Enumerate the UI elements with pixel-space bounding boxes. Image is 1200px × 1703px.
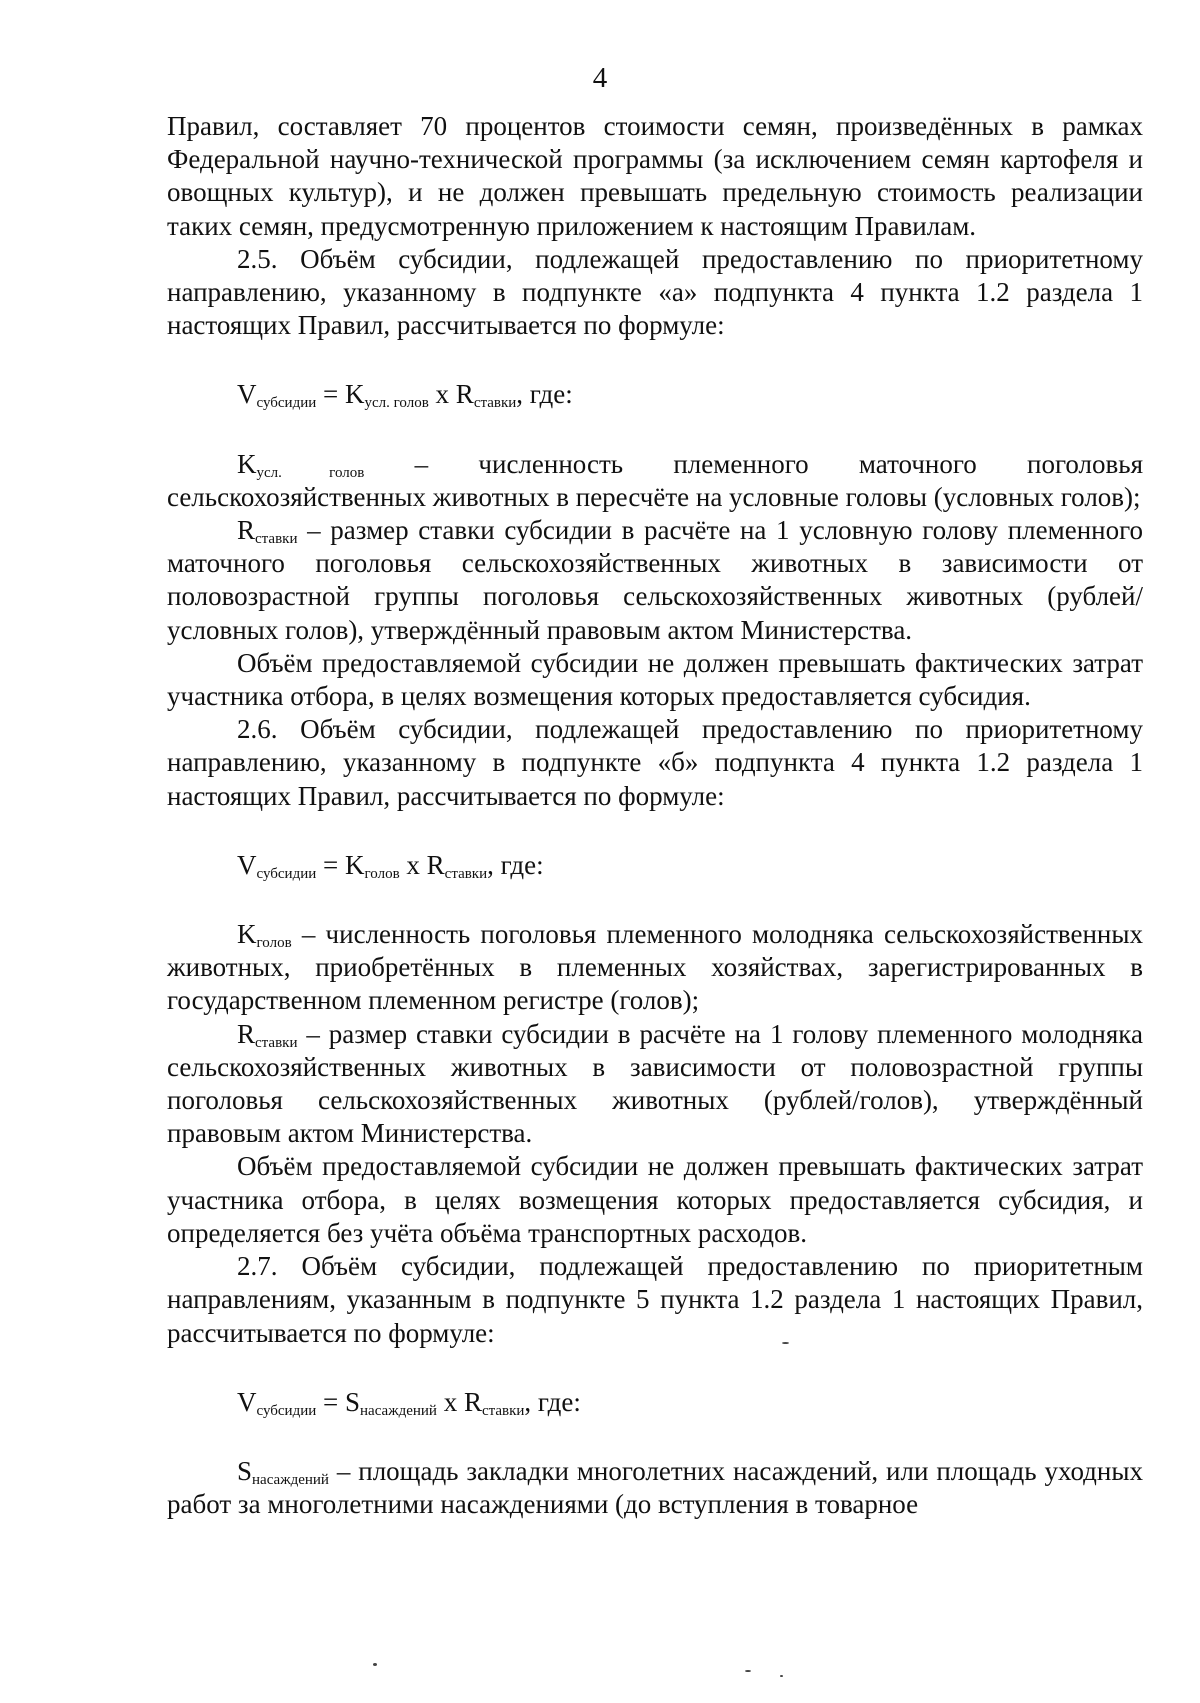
paragraph-2-7: 2.7. Объём субсидии, подлежащей предоставлению по приоритетным направлениям, указанным в подпункте 5 пункта 1.2 раздела 1 настоящих Правил, рассчитывается по формуле:	[167, 1251, 1143, 1348]
paragraph-continuation: Правил, составляет 70 процентов стоимости семян, произведённых в рамках Федеральной научно-технической программы (за исключением семян картофеля и овощных культур), и не должен превышать предельную стоимость реализации таких семян, предусмотренную приложением к настоящим Правилам.	[167, 111, 1143, 241]
paragraph-limit-2: Объём предоставляемой субсидии не должен превышать фактических затрат участника отбора, в целях возмещения которых предоставляется субсидия, и определяется без учёта объёма транспортных расходов.	[167, 1151, 1143, 1248]
definition-r-stavki-2: $R_{ставки}$ – размер ставки субсидии в расчёте на 1 голову племенного молодняка сельскохозяйственных животных в зависимости от половозрастной группы поголовья сельскохозяйственных животных (рублей/голов), утверждённый правовым актом Министерства.	[167, 1018, 1143, 1149]
page-number: 4	[592, 62, 608, 94]
formula-2-5: $V_{субсидии} = K_{усл. голов}$ x $R_{ставки}$, где:	[237, 379, 573, 412]
formula-2-7: $V_{субсидии} = S_{насаждений}$ x $R_{ставки}$, где:	[237, 1386, 581, 1419]
definition-k-usl-golov: $K_{усл. голов}$ – численность племенного маточного поголовья сельскохозяйственных животных в пересчёте на условные головы (условных голов);	[167, 448, 1144, 512]
scan-speck	[780, 1675, 783, 1677]
document-body	[167, 110, 1143, 1521]
scan-speck	[373, 1663, 377, 1666]
formula-2-6: $V_{субсидии} = K_{голов}$ x $R_{ставки}$, где:	[237, 849, 544, 882]
scan-speck	[745, 1670, 751, 1672]
scan-speck	[782, 1342, 789, 1344]
definition-s-nasazhdeniy: $S_{насаждений}$ – площадь закладки многолетних насаждений, или площадь уходных работ за многолетними насаждениями (до вступления в товарное	[167, 1455, 1143, 1520]
paragraph-2-6: 2.6. Объём субсидии, подлежащей предоставлению по приоритетному направлению, указанному в подпункте «б» подпункта 4 пункта 1.2 раздела 1 настоящих Правил, рассчитывается по формуле:	[167, 714, 1143, 811]
paragraph-2-5: 2.5. Объём субсидии, подлежащей предоставлению по приоритетному направлению, указанному в подпункте «а» подпункта 4 пункта 1.2 раздела 1 настоящих Правил, рассчитывается по формуле:	[167, 243, 1143, 341]
definition-k-golov: $K_{голов}$ – численность поголовья племенного молодняка сельскохозяйственных животных, приобретённых в племенных хозяйствах, зарегистрированных в государственном племенном регистре (голов);	[167, 919, 1143, 1016]
definition-r-stavki-1: $R_{ставки}$ – размер ставки субсидии в расчёте на 1 условную голову племенного маточного поголовья сельскохозяйственных животных в зависимости от половозрастной группы поголовья сельскохозяйственных животных (рублей/условных голов), утверждённый правовым актом Министерства.	[167, 515, 1143, 645]
paragraph-limit-1: Объём предоставляемой субсидии не должен превышать фактических затрат участника отбора, в целях возмещения которых предоставляется субсидия.	[167, 647, 1143, 712]
